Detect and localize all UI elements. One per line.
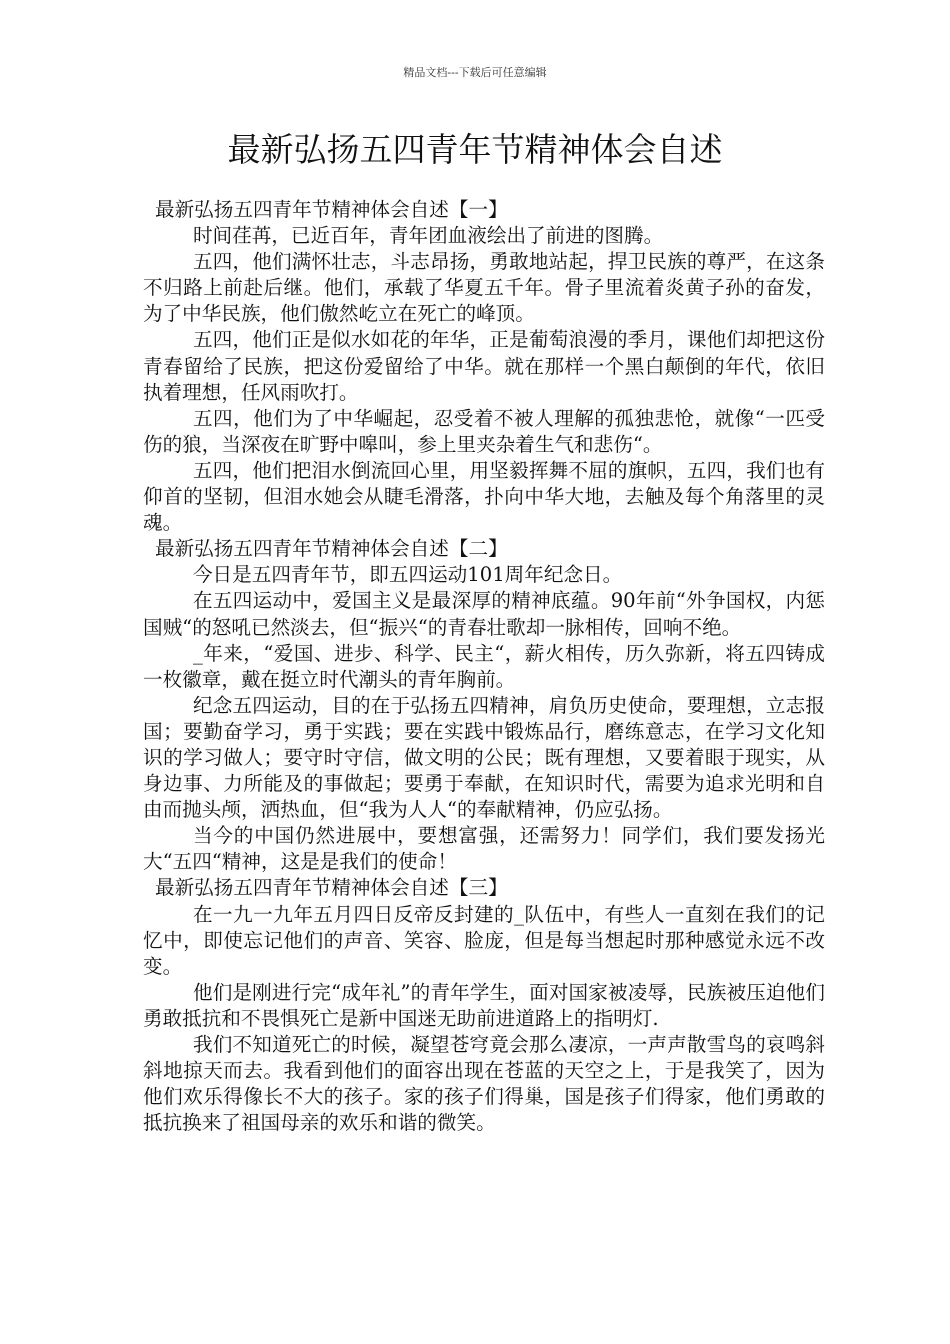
paragraph: 纪念五四运动，目的在于弘扬五四精神，肩负历史使命，要理想，立志报国；要勤奋学习，勇于实践；要在实践中锻炼品行，磨练意志，在学习文化知识的学习做人；要守时守信，做文明的公民；既有理想，又要着眼于现实，从身边事、力所能及的事做起；要勇于奉献，在知识时代，需要为追求光明和自由而抛头颅，洒热血，但“我为人人“的奉献精神，仍应弘扬。: [143, 693, 825, 822]
section-2: [143, 536, 825, 875]
document-body: [143, 197, 825, 1136]
section-heading: 最新弘扬五四青年节精神体会自述【一】: [155, 198, 508, 221]
paragraph: 当今的中国仍然进展中，要想富强，还需努力！同学们，我们要发扬光大“五四“精神，这是是我们的使命！: [143, 824, 825, 874]
section-3: [143, 875, 825, 1136]
paragraph: 他们是刚进行完“成年礼”的青年学生，面对国家被凌辱，民族被压迫他们勇敢抵抗和不畏惧死亡是新中国迷无助前进道路上的指明灯.: [143, 980, 825, 1030]
paragraph: 在一九一九年五月四日反帝反封建的_队伍中，有些人一直刻在我们的记忆中，即使忘记他们的声音、笑容、脸庞，但是每当想起时那种感觉永远不改变。: [143, 902, 825, 978]
document-title: 最新弘扬五四青年节精神体会自述: [227, 130, 723, 169]
paragraph: 五四，他们把泪水倒流回心里，用坚毅挥舞不屈的旗帜，五四，我们也有仰首的坚韧，但泪水她会从睫毛滑落，扑向中华大地，去触及每个角落里的灵魂。: [143, 458, 825, 535]
section-1: [143, 197, 825, 536]
paragraph: 在五四运动中，爱国主义是最深厚的精神底蕴。90年前“外争国权，内惩国贼“的怒吼已然淡去，但“振兴“的青春壮歌却一脉相传，回响不绝。: [143, 589, 825, 639]
paragraph: 五四，他们正是似水如花的年华，正是葡萄浪漫的季月，课他们却把这份青春留给了民族，把这份爱留给了中华。就在那样一个黑白颠倒的年代，依旧执着理想，任风雨吹打。: [143, 328, 825, 404]
section-heading: 最新弘扬五四青年节精神体会自述【三】: [155, 876, 508, 900]
page-header-watermark: 精品文档---下载后可任意编辑: [403, 66, 547, 79]
paragraph: 今日是五四青年节，即五四运动101周年纪念日。: [192, 563, 623, 587]
paragraph: 五四，他们满怀壮志，斗志昂扬，勇敢地站起，捍卫民族的尊严，在这条不归路上前赴后继。他们，承载了华夏五千年。骨子里流着炎黄子孙的奋发，为了中华民族，他们傲然屹立在死亡的峰顶。: [143, 250, 825, 326]
section-heading: 最新弘扬五四青年节精神体会自述【二】: [155, 537, 508, 561]
paragraph: 五四，他们为了中华崛起，忍受着不被人理解的孤独悲怆，就像“一匹受伤的狼，当深夜在旷野中嗥叫，参上里夹杂着生气和悲伤“。: [143, 406, 825, 456]
paragraph: _年来，“爱国、进步、科学、民主“，薪火相传，历久弥新，将五四铸成一枚徽章，戴在挺立时代潮头的青年胸前。: [143, 641, 825, 691]
paragraph: 我们不知道死亡的时候，凝望苍穹竟会那么凄凉，一声声散雪鸟的哀鸣斜斜地掠天而去。我看到他们的面容出现在苍蓝的天空之上，于是我笑了，因为他们欢乐得像长不大的孩子。家的孩子们得巢，国是孩子们得家，他们勇敢的抵抗换来了祖国母亲的欢乐和谐的微笑。: [143, 1033, 825, 1135]
paragraph: 时间荏苒，已近百年，青年团血液绘出了前进的图腾。: [192, 224, 664, 248]
